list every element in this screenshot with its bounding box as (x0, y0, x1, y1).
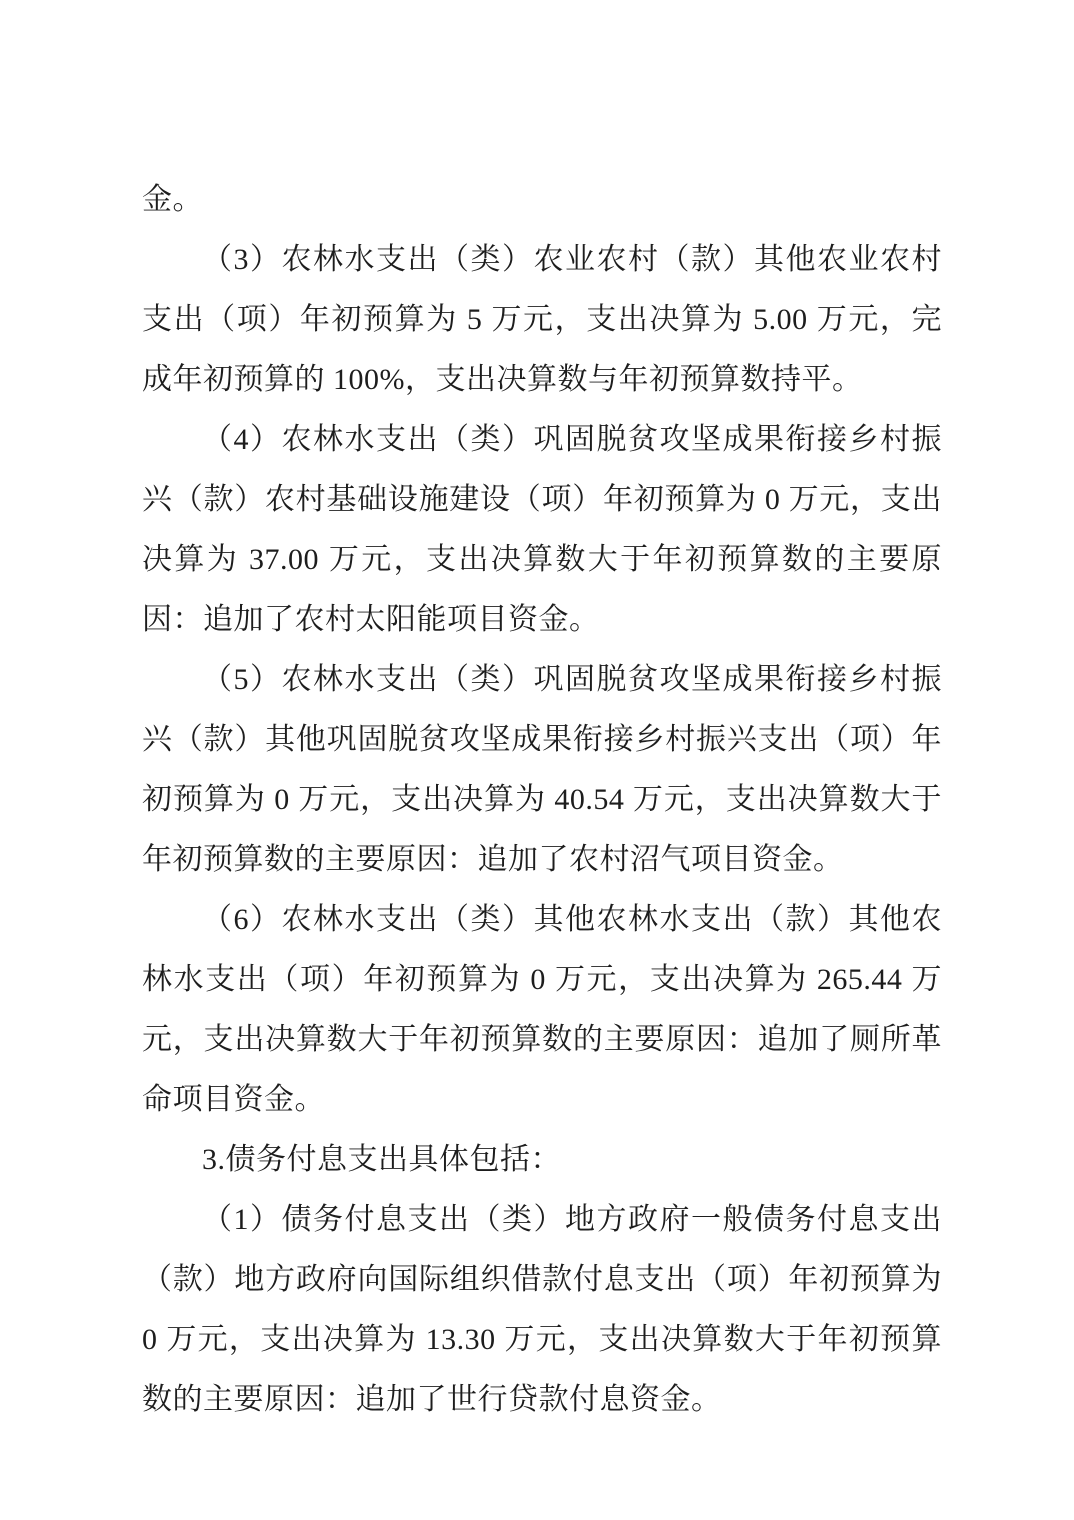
document-paragraph-5: （6）农林水支出（类）其他农林水支出（款）其他农林水支出（项）年初预算为 0 万元，支出决算为 265.44 万元，支出决算数大于年初预算数的主要原因：追加了厕所革命项目资金。 (142, 903, 942, 1116)
document-paragraph-1: 金。 (142, 183, 203, 216)
document-paragraph-2: （3）农林水支出（类）农业农村（款）其他农业农村支出（项）年初预算为 5 万元，支出决算为 5.00 万元，完成年初预算的 100%，支出决算数与年初预算数持平。 (142, 243, 942, 396)
document-paragraph-7: （1）债务付息支出（类）地方政府一般债务付息支出（款）地方政府向国际组织借款付息支出（项）年初预算为 0 万元，支出决算为 13.30 万元，支出决算数大于年初预算数的主要原因：追加了世行贷款付息资金。 (142, 1203, 942, 1416)
document-paragraph-3: （4）农林水支出（类）巩固脱贫攻坚成果衔接乡村振兴（款）农村基础设施建设（项）年初预算为 0 万元，支出决算为 37.00 万元，支出决算数大于年初预算数的主要原因：追加了农村太阳能项目资金。 (142, 423, 942, 636)
document-paragraph-6: 3.债务付息支出具体包括： (202, 1143, 561, 1176)
document-body (142, 170, 942, 1430)
document-paragraph-4: （5）农林水支出（类）巩固脱贫攻坚成果衔接乡村振兴（款）其他巩固脱贫攻坚成果衔接乡村振兴支出（项）年初预算为 0 万元，支出决算为 40.54 万元，支出决算数大于年初预算数的主要原因：追加了农村沼气项目资金。 (142, 663, 942, 876)
